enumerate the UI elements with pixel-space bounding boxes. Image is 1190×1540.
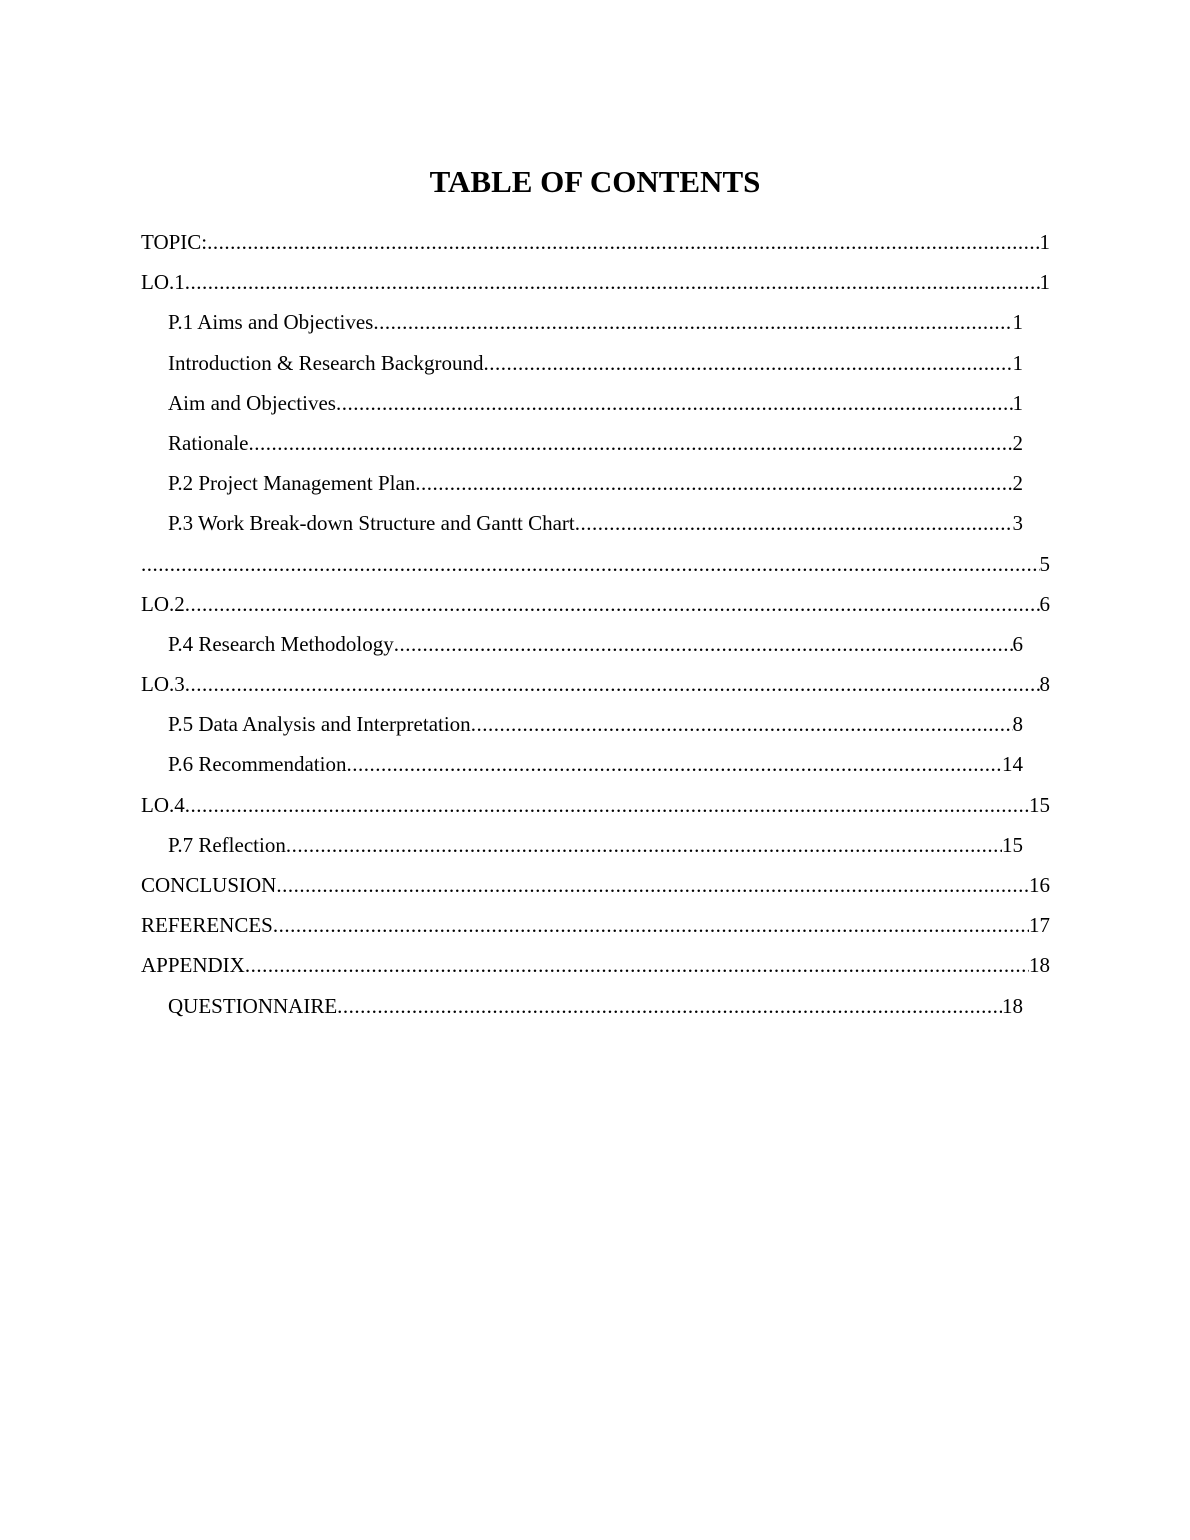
toc-leader-dots [185, 588, 1040, 620]
toc-leader-dots [575, 507, 1013, 539]
toc-entry[interactable] [168, 748, 1023, 788]
toc-entry[interactable] [141, 909, 1050, 949]
toc-entry[interactable] [168, 467, 1023, 507]
toc-entry-page: 18 [1029, 953, 1050, 978]
toc-list [0, 226, 1190, 1030]
toc-entry[interactable] [141, 548, 1050, 588]
toc-entry[interactable] [168, 708, 1023, 748]
toc-entry-label: P.3 Work Break-down Structure and Gantt Chart [168, 511, 575, 536]
toc-entry[interactable] [168, 507, 1023, 547]
toc-entry-page: 1 [1039, 230, 1050, 254]
toc-leader-dots [207, 226, 1039, 258]
toc-entry-page: 8 [1012, 712, 1023, 737]
toc-entry-page: 8 [1039, 672, 1050, 697]
toc-leader-dots [248, 427, 1012, 459]
toc-leader-dots [141, 548, 1040, 580]
toc-entry[interactable] [168, 387, 1023, 427]
toc-entry-page: 3 [1012, 511, 1023, 536]
toc-entry-label: P.5 Data Analysis and Interpretation [168, 712, 471, 737]
toc-title: TABLE OF CONTENTS [429, 164, 761, 199]
toc-entry-page: 14 [1002, 752, 1023, 777]
toc-entry[interactable] [141, 266, 1050, 306]
toc-leader-dots [471, 708, 1013, 740]
toc-entry-page: 16 [1029, 873, 1050, 897]
toc-entry[interactable] [168, 427, 1023, 467]
toc-entry-page: 15 [1002, 832, 1023, 857]
toc-entry-label: Aim and Objectives [168, 390, 336, 415]
toc-entry-page: 6 [1039, 591, 1050, 616]
toc-entry-page: 17 [1029, 913, 1050, 938]
toc-entry-label: LO.4 [141, 792, 185, 817]
toc-leader-dots [337, 990, 1002, 1022]
toc-entry-label: LO.2 [141, 591, 185, 616]
toc-entry-page: 6 [1012, 631, 1023, 656]
toc-leader-dots [336, 387, 1013, 419]
toc-entry-page: 1 [1039, 270, 1050, 295]
toc-leader-dots [415, 467, 1012, 499]
toc-entry-label: TOPIC: [141, 230, 208, 254]
toc-entry-page: 5 [1039, 551, 1050, 576]
toc-leader-dots [373, 306, 1012, 338]
toc-leader-dots [273, 909, 1029, 941]
toc-entry-label: REFERENCES [141, 913, 273, 938]
toc-entry-page: 15 [1029, 792, 1050, 817]
toc-leader-dots [346, 748, 1002, 780]
toc-entry-page: 18 [1002, 993, 1023, 1018]
toc-entry[interactable] [168, 829, 1023, 869]
toc-entry[interactable] [141, 668, 1050, 708]
toc-entry-label: QUESTIONNAIRE [168, 993, 338, 1018]
toc-entry-page: 2 [1012, 430, 1023, 455]
toc-entry-label: CONCLUSION [141, 873, 277, 897]
toc-entry-label: P.4 Research Methodology [168, 631, 394, 656]
toc-entry[interactable] [141, 789, 1050, 829]
toc-entry[interactable] [168, 990, 1023, 1030]
toc-entry-label: P.1 Aims and Objectives [168, 310, 374, 335]
toc-entry[interactable] [168, 628, 1023, 668]
toc-entry-page: 1 [1012, 310, 1023, 335]
toc-entry-label: Introduction & Research Background [168, 350, 484, 375]
toc-leader-dots [245, 949, 1029, 981]
toc-entry[interactable] [141, 588, 1050, 628]
toc-entry[interactable] [141, 869, 1050, 909]
toc-leader-dots [484, 347, 1013, 379]
toc-entry-label: Rationale [168, 430, 249, 455]
toc-leader-dots [185, 789, 1029, 821]
toc-entry-page: 2 [1012, 471, 1023, 496]
toc-entry-label: P.2 Project Management Plan [168, 471, 416, 496]
toc-entry-label: LO.3 [141, 672, 185, 697]
toc-entry-label: APPENDIX [141, 953, 245, 978]
toc-entry-page: 1 [1012, 390, 1023, 415]
toc-entry-label: LO.1 [141, 270, 185, 295]
toc-entry[interactable] [168, 347, 1023, 387]
toc-entry-label: P.7 Reflection [168, 832, 286, 857]
toc-entry[interactable] [141, 226, 1050, 266]
toc-leader-dots [394, 628, 1013, 660]
toc-leader-dots [276, 869, 1029, 901]
toc-entry-page: 1 [1012, 350, 1023, 375]
toc-leader-dots [185, 668, 1040, 700]
toc-leader-dots [286, 829, 1002, 861]
toc-entry[interactable] [141, 949, 1050, 989]
toc-leader-dots [185, 266, 1040, 298]
toc-entry-label: P.6 Recommendation [168, 752, 347, 777]
toc-entry[interactable] [168, 306, 1023, 346]
